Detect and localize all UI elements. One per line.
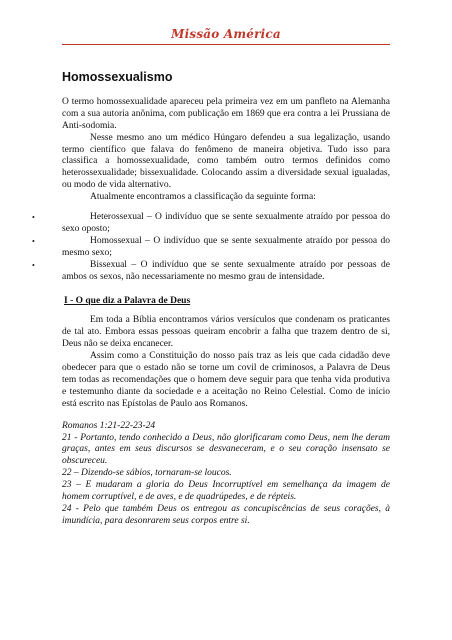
list-item-text: Bissexual – O indivíduo que se sente sexualmente atraído por pessoas de ambos os sexos, não necessariamente no mesmo grau de intensidade. [62, 259, 390, 282]
document-body [32, 70, 390, 528]
classification-list [32, 212, 390, 283]
scripture-reference: Romanos 1:21-22-23-24 [62, 420, 156, 431]
header-title: Missão América [171, 27, 281, 41]
intro-paragraph-2: Nesse mesmo ano um médico Húngaro defendeu a sua legalização, usando termo científico que falava do fenômeno de maneira objetiva. Tudo isso para classifica a homossexualidade, como também outro termos definidos como heterossexualidade; bissexualidade. Colocando assim a diversidade sexual igualadas, ou modo de vida alternativo. [62, 132, 390, 191]
list-item [32, 212, 390, 236]
bullet-icon: • [32, 260, 35, 270]
list-item [32, 235, 390, 260]
bullet-icon: • [32, 236, 35, 246]
verse-24: 24 - Pelo que também Deus os entregou as concupiscências de seus corações, à imundícia, para desonrarem seus corpos entre si. [62, 504, 390, 526]
list-item-text: Heterossexual – O indivíduo que se sente sexualmente atraído por pessoa do sexo oposto; [62, 212, 390, 234]
header-divider [62, 44, 390, 45]
list-item [32, 259, 390, 284]
section-heading: I - O que diz a Palavra de Deus [64, 295, 191, 306]
document-title: Homossexualismo [62, 70, 173, 84]
verse-23: 23 – E mudaram a gloria do Deus Incorruptível em semelhança da imagem de homem corruptível, e de aves, e de quadrúpedes, e de répteis. [62, 480, 390, 503]
list-item-text: Homossexual – O indivíduo que se sente sexualmente atraído por pessoa do mesmo sexo; [62, 235, 390, 258]
section-paragraph-2: Assim como a Constituição do nosso pais traz as leis que cada cidadão deve obedecer para que o estado não se torne um covil de criminosos, a Palavra de Deus tem todas as recomendações que o homem deve seguir para que tenha vida produtiva e testemunho diante da sociedade e a aceitação no Reino Celestial. Como de início está escrito nas Epístolas de Paulo aos Romanos. [62, 351, 390, 409]
bullet-icon: • [32, 213, 35, 223]
verse-21: 21 - Portanto, tendo conhecido a Deus, não glorificaram como Deus, nem lhe deram graças, antes em seus discursos se desvaneceram, e o seu coração insensato se obscureceu. [62, 432, 390, 467]
section-paragraph-1: Em toda a Bíblia encontramos vários versículos que condenam os praticantes de tal ato. Embora essas pessoas queiram encobrir a falha que trazem dentro de si, Deus não se deixa encanecer. [62, 315, 390, 350]
intro-paragraph-3: Atualmente encontramos a classificação da seguinte forma: [90, 192, 316, 203]
verse-22: 22 – Dizendo-se sábios, tornaram-se loucos. [62, 468, 232, 479]
intro-paragraph-1: O termo homossexualidade apareceu pela primeira vez em um panfleto na Alemanha com a sua autoria anônima, com publicação em 1869 que era contra a lei Prussiana de Anti-sodomia. [62, 96, 390, 131]
